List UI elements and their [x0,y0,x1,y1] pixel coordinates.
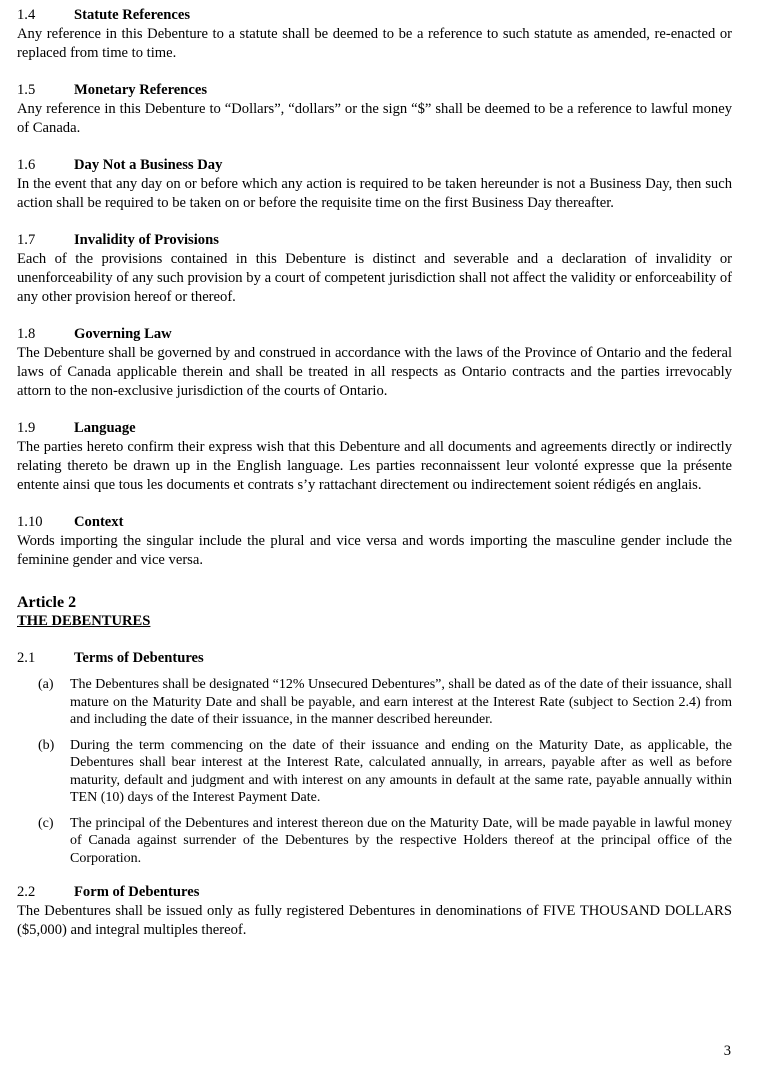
clause-label: (c) [38,815,54,831]
section-number: 1.10 [17,514,43,530]
clause-item [17,815,732,868]
article-2-header [17,594,732,631]
section-1-9 [17,419,732,495]
clause-list [17,676,732,867]
clause-label: (a) [38,677,54,692]
section-body: Any reference in this Debenture to a statute shall be deemed to be a reference to such statute as amended, re-enacted or replaced from time to time. [17,26,732,61]
clause-item [17,737,732,807]
section-number: 1.5 [17,82,36,98]
section-body: The Debentures shall be issued only as fully registered Debentures in denominations of FIVE THOUSAND DOLLARS ($5,000) and integral multiples thereof. [17,903,732,938]
clause-text: During the term commencing on the date of their issuance and ending on the Maturity Date, as applicable, the Debentures shall bear interest at the Interest Rate, calculated annually, in arrears, payable after as well as before maturity, default and judgment and with interest on any amounts in default at the same rate, payable annually within TEN (10) days of the Interest Payment Date. [70,737,732,805]
section-body: The parties hereto confirm their express wish that this Debenture and all documents and agreements directly or indirectly relating thereto be drawn up in the English language. Les parties reconnaissent leur volonté expresse que la présente entente ainsi que tous les documents et contrats s’y rattachant directement ou indirectement soient rédigés en anglais. [17,439,732,493]
section-number: 1.6 [17,157,36,173]
article-subtitle: THE DEBENTURES [17,613,151,629]
section-title: Terms of Debentures [74,650,204,666]
clause-item [17,676,732,729]
article-title: Article 2 [17,594,77,611]
section-body: Words importing the singular include the plural and vice versa and words importing the masculine gender include the feminine gender and vice versa. [17,533,732,568]
section-body: Each of the provisions contained in this Debenture is distinct and severable and a declaration of invalidity or unenforceability of any such provision by a court of competent jurisdiction shall not affect the validity or enforceability of any other provision hereof or thereof. [17,251,732,305]
page-number: 3 [723,1043,731,1059]
section-1-6 [17,156,732,213]
clause-label: (b) [38,737,55,753]
clause-text: The principal of the Debentures and interest thereon due on the Maturity Date, will be made payable in lawful money of Canada against surrender of the Debentures by the respective Holders thereof at the principal office of the Corporation. [70,815,732,866]
section-body: The Debenture shall be governed by and construed in accordance with the laws of the Province of Ontario and the federal laws of Canada applicable therein and shall be treated in all respects as Ontario contracts and the parties irrevocably attorn to the non-exclusive jurisdiction of the courts of Ontario. [17,345,732,399]
section-2-2 [17,883,732,940]
section-1-8 [17,325,732,401]
section-title: Invalidity of Provisions [74,232,219,248]
section-title: Statute References [74,7,191,23]
document-page [17,6,732,958]
section-body: Any reference in this Debenture to “Dollars”, “dollars” or the sign “$” shall be deemed to be a reference to lawful money of Canada. [17,101,732,136]
section-number: 1.9 [17,420,36,436]
section-title: Governing Law [74,326,172,342]
section-1-5 [17,81,732,138]
section-number: 1.7 [17,232,36,248]
section-body: In the event that any day on or before which any action is required to be taken hereunder is not a Business Day, then such action shall be required to be taken on or before the requisite time on the first Business Day thereafter. [17,176,732,211]
clause-text: The Debentures shall be designated “12% Unsecured Debentures”, shall be dated as of the date of their issuance, shall mature on the Maturity Date and shall be payable, and earn interest at the Interest Rate (subject to Section 2.4) from and including the date of their issuance, in the manner described hereunder. [70,677,732,727]
section-1-4 [17,6,732,63]
section-1-10 [17,513,732,570]
section-number: 1.4 [17,7,36,23]
section-title: Language [74,420,136,436]
section-number: 2.2 [17,884,36,900]
section-2-1 [17,649,732,867]
section-title: Form of Debentures [74,884,200,900]
section-title: Day Not a Business Day [74,157,223,173]
section-1-7 [17,231,732,307]
section-title: Monetary References [74,82,208,98]
section-number: 2.1 [17,650,36,666]
section-title: Context [74,514,124,530]
section-number: 1.8 [17,326,36,342]
